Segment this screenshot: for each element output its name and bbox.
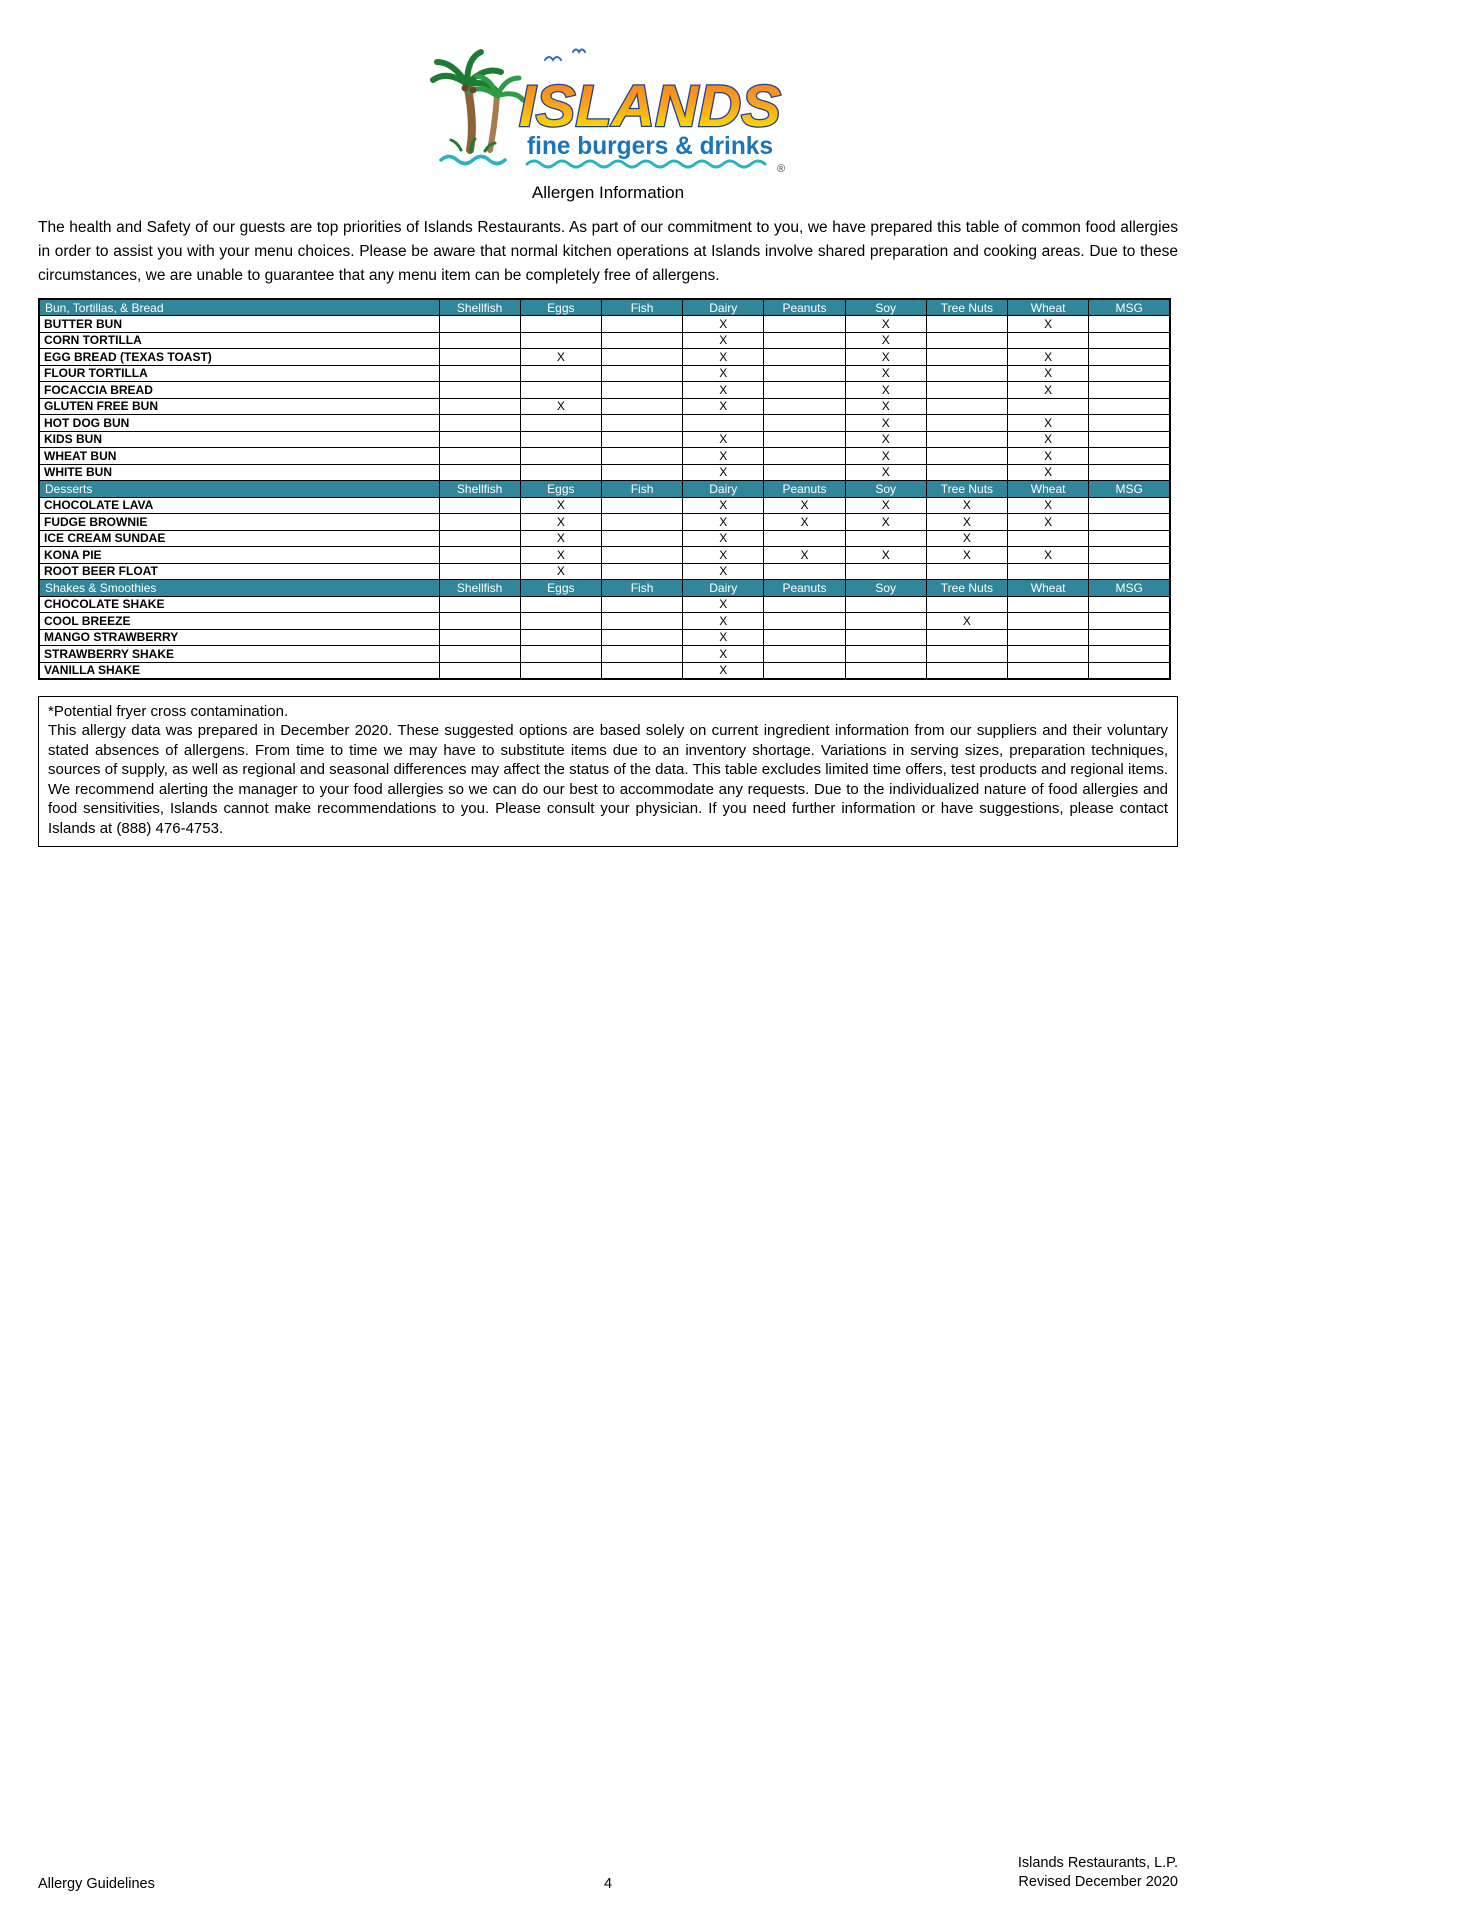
allergen-mark-cell	[926, 448, 1007, 465]
allergen-mark-cell	[601, 398, 682, 415]
menu-item-name: FUDGE BROWNIE	[39, 514, 439, 531]
footnote-line1: *Potential fryer cross contamination.	[48, 702, 289, 720]
footer-company: Islands Restaurants, L.P.	[1017, 1855, 1178, 1871]
allergen-mark-cell: X	[520, 514, 601, 531]
column-header: Fish	[601, 299, 682, 316]
allergen-mark-cell	[439, 662, 520, 679]
allergen-mark-cell	[845, 530, 926, 547]
allergen-mark-cell	[926, 398, 1007, 415]
allergen-mark-cell	[601, 332, 682, 349]
allergen-mark-cell: X	[845, 316, 926, 333]
section-title: Bun, Tortillas, & Bread	[39, 299, 439, 316]
table-row	[39, 332, 1170, 349]
allergen-mark-cell	[520, 596, 601, 613]
allergen-mark-cell	[439, 448, 520, 465]
allergen-mark-cell	[601, 662, 682, 679]
menu-item-name: ICE CREAM SUNDAE	[39, 530, 439, 547]
allergen-mark-cell	[926, 415, 1007, 432]
allergen-mark-cell: X	[1008, 349, 1089, 366]
allergen-mark-cell	[520, 365, 601, 382]
allergen-table-body	[39, 299, 1170, 679]
allergen-mark-cell	[1089, 596, 1170, 613]
allergen-mark-cell: X	[683, 316, 764, 333]
allergen-mark-cell	[926, 464, 1007, 481]
allergen-mark-cell	[764, 382, 845, 399]
allergen-mark-cell	[520, 448, 601, 465]
allergen-mark-cell: X	[926, 547, 1007, 564]
column-header: MSG	[1089, 481, 1170, 498]
allergen-mark-cell	[601, 514, 682, 531]
allergen-mark-cell	[1089, 662, 1170, 679]
allergen-mark-cell	[926, 563, 1007, 580]
section-title: Desserts	[39, 481, 439, 498]
allergen-mark-cell	[601, 497, 682, 514]
intro-paragraph: The health and Safety of our guests are top priorities of Islands Restaurants. As part of our commitment to you, we have prepared this table of common food allergies in order to assist you with your menu choices. Please be aware that normal kitchen operations at Islands involve shared preparation and cooking areas. Due to these circumstances, we are unable to guarantee that any menu item can be completely free of allergens.	[38, 219, 1178, 284]
allergen-mark-cell	[1008, 646, 1089, 663]
table-row	[39, 596, 1170, 613]
allergen-mark-cell: X	[683, 613, 764, 630]
allergen-mark-cell	[764, 662, 845, 679]
allergen-mark-cell	[520, 415, 601, 432]
allergen-mark-cell	[520, 613, 601, 630]
menu-item-name: HOT DOG BUN	[39, 415, 439, 432]
allergen-mark-cell	[926, 332, 1007, 349]
allergen-mark-cell	[845, 613, 926, 630]
allergen-mark-cell	[926, 365, 1007, 382]
allergen-mark-cell: X	[764, 497, 845, 514]
allergen-mark-cell: X	[683, 332, 764, 349]
table-row	[39, 547, 1170, 564]
allergen-mark-cell	[601, 448, 682, 465]
section-title: Shakes & Smoothies	[39, 580, 439, 597]
allergen-mark-cell: X	[520, 349, 601, 366]
content-area	[38, 0, 1178, 847]
registered-mark: ®	[777, 163, 786, 174]
allergen-mark-cell	[439, 563, 520, 580]
column-header: Peanuts	[764, 299, 845, 316]
allergen-mark-cell: X	[683, 596, 764, 613]
logo-wordmark: ISLANDS	[519, 74, 782, 139]
allergen-mark-cell	[439, 349, 520, 366]
table-row	[39, 431, 1170, 448]
allergen-mark-cell	[439, 530, 520, 547]
allergen-mark-cell: X	[683, 382, 764, 399]
menu-item-name: ROOT BEER FLOAT	[39, 563, 439, 580]
allergen-mark-cell	[439, 431, 520, 448]
birds-icon	[545, 50, 585, 61]
column-header: Shellfish	[439, 580, 520, 597]
column-header: Dairy	[683, 580, 764, 597]
table-row	[39, 497, 1170, 514]
allergen-mark-cell	[439, 464, 520, 481]
footnote-box	[38, 696, 1178, 848]
menu-item-name: FOCACCIA BREAD	[39, 382, 439, 399]
allergen-mark-cell: X	[683, 349, 764, 366]
allergen-mark-cell	[1089, 613, 1170, 630]
allergen-mark-cell: X	[683, 629, 764, 646]
allergen-mark-cell	[1089, 530, 1170, 547]
allergen-mark-cell: X	[926, 613, 1007, 630]
footnote-body: This allergy data was prepared in December 2020. These suggested options are based solely on current ingredient information from our suppliers and their voluntary stated absences of allergens. From time to time we may have to substitute items due to an inventory shortage. Variations in serving sizes, preparation techniques, sources of supply, as well as regional and seasonal differences may affect the status of the data. This table excludes limited time offers, test products and regional items. We recommend alerting the manager to your food allergies so we can do our best to accommodate any requests. Due to the individualized nature of food allergies and food sensitivities, Islands cannot make recommendations to you. Please consult your physician. If you need further information or have suggestions, please contact Islands at (888) 476-4753.	[48, 722, 1168, 837]
allergen-mark-cell	[1089, 382, 1170, 399]
allergen-mark-cell	[601, 464, 682, 481]
allergen-mark-cell: X	[1008, 316, 1089, 333]
column-header: Tree Nuts	[926, 299, 1007, 316]
column-header: Soy	[845, 299, 926, 316]
menu-item-name: CHOCOLATE SHAKE	[39, 596, 439, 613]
menu-item-name: GLUTEN FREE BUN	[39, 398, 439, 415]
column-header: Fish	[601, 481, 682, 498]
allergen-mark-cell	[1089, 629, 1170, 646]
column-header: Tree Nuts	[926, 580, 1007, 597]
column-header: Peanuts	[764, 481, 845, 498]
allergen-mark-cell: X	[683, 530, 764, 547]
table-row	[39, 398, 1170, 415]
footer-page-number: 4	[603, 1876, 613, 1892]
allergen-mark-cell: X	[1008, 415, 1089, 432]
table-row	[39, 629, 1170, 646]
allergen-mark-cell: X	[520, 530, 601, 547]
allergen-mark-cell	[1089, 349, 1170, 366]
menu-item-name: FLOUR TORTILLA	[39, 365, 439, 382]
section-header-row	[39, 299, 1170, 316]
allergen-mark-cell	[439, 382, 520, 399]
allergen-mark-cell: X	[926, 514, 1007, 531]
allergen-mark-cell	[439, 365, 520, 382]
menu-item-name: WHEAT BUN	[39, 448, 439, 465]
allergen-mark-cell	[520, 646, 601, 663]
allergen-mark-cell: X	[845, 497, 926, 514]
allergen-mark-cell	[520, 382, 601, 399]
allergen-mark-cell	[926, 316, 1007, 333]
allergen-mark-cell	[439, 629, 520, 646]
allergen-mark-cell	[764, 398, 845, 415]
column-header: Shellfish	[439, 481, 520, 498]
allergen-mark-cell	[845, 629, 926, 646]
palm-tree-icon	[433, 52, 523, 152]
allergen-mark-cell	[926, 646, 1007, 663]
allergen-mark-cell	[764, 349, 845, 366]
allergen-mark-cell: X	[683, 365, 764, 382]
allergen-mark-cell: X	[845, 349, 926, 366]
underline-wave-icon	[527, 161, 765, 167]
table-row	[39, 382, 1170, 399]
allergen-mark-cell	[439, 398, 520, 415]
allergen-mark-cell	[439, 316, 520, 333]
allergen-mark-cell	[601, 613, 682, 630]
allergen-mark-cell	[926, 431, 1007, 448]
logo-tagline: fine burgers & drinks	[527, 132, 773, 160]
allergen-mark-cell	[1008, 530, 1089, 547]
allergen-mark-cell	[601, 530, 682, 547]
allergen-mark-cell: X	[683, 464, 764, 481]
table-row	[39, 365, 1170, 382]
table-row	[39, 415, 1170, 432]
allergen-mark-cell: X	[1008, 431, 1089, 448]
menu-item-name: WHITE BUN	[39, 464, 439, 481]
allergen-mark-cell	[1089, 497, 1170, 514]
allergen-mark-cell: X	[520, 497, 601, 514]
table-row	[39, 349, 1170, 366]
allergen-mark-cell	[601, 365, 682, 382]
table-row	[39, 662, 1170, 679]
allergen-mark-cell	[439, 613, 520, 630]
allergen-mark-cell	[1089, 547, 1170, 564]
section-header-row	[39, 481, 1170, 498]
islands-logo	[427, 44, 789, 174]
column-header: Eggs	[520, 299, 601, 316]
column-header: Wheat	[1008, 299, 1089, 316]
allergen-mark-cell	[764, 563, 845, 580]
allergen-mark-cell	[926, 382, 1007, 399]
allergen-mark-cell: X	[1008, 547, 1089, 564]
allergen-mark-cell	[1008, 613, 1089, 630]
allergen-mark-cell	[601, 316, 682, 333]
allergen-mark-cell	[1089, 514, 1170, 531]
menu-item-name: COOL BREEZE	[39, 613, 439, 630]
column-header: Soy	[845, 580, 926, 597]
allergen-mark-cell: X	[926, 530, 1007, 547]
allergen-mark-cell: X	[845, 365, 926, 382]
allergen-mark-cell	[926, 596, 1007, 613]
menu-item-name: CORN TORTILLA	[39, 332, 439, 349]
allergen-mark-cell	[1008, 398, 1089, 415]
allergen-mark-cell: X	[845, 332, 926, 349]
allergen-mark-cell: X	[520, 547, 601, 564]
column-header: Peanuts	[764, 580, 845, 597]
section-header-row	[39, 580, 1170, 597]
allergen-mark-cell	[926, 662, 1007, 679]
allergen-mark-cell	[1089, 563, 1170, 580]
allergen-mark-cell	[764, 316, 845, 333]
allergen-mark-cell	[764, 646, 845, 663]
allergen-mark-cell	[764, 464, 845, 481]
column-header: Shellfish	[439, 299, 520, 316]
table-row	[39, 530, 1170, 547]
allergen-mark-cell	[439, 646, 520, 663]
allergen-mark-cell: X	[683, 497, 764, 514]
table-row	[39, 464, 1170, 481]
footer-revision: Revised December 2020	[1018, 1874, 1178, 1890]
allergen-mark-cell: X	[1008, 382, 1089, 399]
allergen-mark-cell: X	[683, 662, 764, 679]
menu-item-name: CHOCOLATE LAVA	[39, 497, 439, 514]
allergen-mark-cell	[1089, 464, 1170, 481]
allergen-mark-cell	[1008, 629, 1089, 646]
allergen-mark-cell	[439, 514, 520, 531]
allergen-mark-cell	[520, 431, 601, 448]
allergen-mark-cell: X	[520, 398, 601, 415]
allergen-mark-cell	[439, 332, 520, 349]
allergen-mark-cell	[520, 662, 601, 679]
allergen-mark-cell: X	[845, 382, 926, 399]
column-header: Wheat	[1008, 481, 1089, 498]
allergen-mark-cell: X	[683, 448, 764, 465]
allergen-mark-cell	[1089, 398, 1170, 415]
allergen-mark-cell	[1089, 415, 1170, 432]
allergen-mark-cell	[1089, 448, 1170, 465]
allergen-mark-cell	[439, 415, 520, 432]
allergen-mark-cell	[601, 563, 682, 580]
allergen-mark-cell	[845, 596, 926, 613]
column-header: Wheat	[1008, 580, 1089, 597]
menu-item-name: EGG BREAD (TEXAS TOAST)	[39, 349, 439, 366]
allergen-mark-cell	[1008, 662, 1089, 679]
allergen-mark-cell: X	[1008, 464, 1089, 481]
allergen-mark-cell: X	[1008, 448, 1089, 465]
allergen-mark-cell	[926, 629, 1007, 646]
allergen-mark-cell: X	[683, 646, 764, 663]
menu-item-name: BUTTER BUN	[39, 316, 439, 333]
column-header: Fish	[601, 580, 682, 597]
footer-right	[1018, 1854, 1178, 1892]
allergen-mark-cell	[601, 431, 682, 448]
allergen-mark-cell: X	[845, 431, 926, 448]
column-header: Eggs	[520, 580, 601, 597]
allergen-mark-cell: X	[764, 547, 845, 564]
allergen-mark-cell: X	[845, 464, 926, 481]
allergen-mark-cell	[845, 563, 926, 580]
allergen-mark-cell: X	[683, 398, 764, 415]
allergen-mark-cell	[520, 316, 601, 333]
allergen-mark-cell	[764, 431, 845, 448]
allergen-mark-cell	[439, 547, 520, 564]
allergen-mark-cell	[601, 415, 682, 432]
column-header: MSG	[1089, 299, 1170, 316]
allergen-mark-cell	[1089, 365, 1170, 382]
table-row	[39, 316, 1170, 333]
allergen-mark-cell	[926, 349, 1007, 366]
column-header: Tree Nuts	[926, 481, 1007, 498]
allergen-mark-cell	[845, 662, 926, 679]
allergen-mark-cell	[1008, 563, 1089, 580]
allergen-mark-cell	[439, 497, 520, 514]
allergen-mark-cell	[764, 613, 845, 630]
column-header: Eggs	[520, 481, 601, 498]
allergen-mark-cell	[764, 596, 845, 613]
allergen-mark-cell	[439, 596, 520, 613]
allergen-mark-cell	[601, 596, 682, 613]
footer-left: Allergy Guidelines	[38, 1876, 155, 1892]
allergen-mark-cell	[764, 448, 845, 465]
allergen-mark-cell	[845, 646, 926, 663]
allergen-mark-cell	[764, 332, 845, 349]
allergen-mark-cell	[683, 415, 764, 432]
menu-item-name: KONA PIE	[39, 547, 439, 564]
table-row	[39, 514, 1170, 531]
allergen-mark-cell: X	[683, 431, 764, 448]
allergen-mark-cell	[520, 629, 601, 646]
menu-item-name: KIDS BUN	[39, 431, 439, 448]
allergen-mark-cell: X	[1008, 365, 1089, 382]
allergen-mark-cell: X	[926, 497, 1007, 514]
shore-wave-icon	[441, 157, 505, 164]
menu-item-name: VANILLA SHAKE	[39, 662, 439, 679]
allergen-mark-cell: X	[683, 547, 764, 564]
table-row	[39, 646, 1170, 663]
allergen-mark-cell	[601, 349, 682, 366]
allergen-mark-cell: X	[683, 514, 764, 531]
logo-block	[38, 0, 1178, 203]
page-title: Allergen Information	[531, 183, 685, 202]
table-row	[39, 563, 1170, 580]
allergen-mark-cell: X	[845, 514, 926, 531]
allergen-mark-cell	[520, 332, 601, 349]
allergen-mark-cell	[764, 629, 845, 646]
allergen-mark-cell: X	[845, 398, 926, 415]
column-header: MSG	[1089, 580, 1170, 597]
column-header: Dairy	[683, 481, 764, 498]
table-row	[39, 448, 1170, 465]
allergen-mark-cell: X	[764, 514, 845, 531]
allergen-mark-cell	[1008, 332, 1089, 349]
allergen-mark-cell: X	[1008, 514, 1089, 531]
table-row	[39, 613, 1170, 630]
column-header: Soy	[845, 481, 926, 498]
allergen-mark-cell	[1089, 316, 1170, 333]
allergen-mark-cell: X	[845, 415, 926, 432]
allergen-mark-cell: X	[845, 448, 926, 465]
allergen-mark-cell: X	[1008, 497, 1089, 514]
column-header: Dairy	[683, 299, 764, 316]
allergen-mark-cell	[601, 382, 682, 399]
menu-item-name: STRAWBERRY SHAKE	[39, 646, 439, 663]
allergen-mark-cell: X	[520, 563, 601, 580]
allergen-mark-cell: X	[683, 563, 764, 580]
allergen-mark-cell	[1089, 332, 1170, 349]
allergen-mark-cell	[601, 646, 682, 663]
allergen-mark-cell	[764, 365, 845, 382]
allergen-mark-cell	[1008, 596, 1089, 613]
allergen-mark-cell	[601, 547, 682, 564]
allergen-mark-cell	[1089, 646, 1170, 663]
allergen-mark-cell	[1089, 431, 1170, 448]
allergen-mark-cell	[520, 464, 601, 481]
allergen-table	[38, 298, 1171, 680]
menu-item-name: MANGO STRAWBERRY	[39, 629, 439, 646]
allergen-mark-cell	[764, 415, 845, 432]
allergen-mark-cell	[601, 629, 682, 646]
allergen-mark-cell: X	[845, 547, 926, 564]
allergen-mark-cell	[764, 530, 845, 547]
